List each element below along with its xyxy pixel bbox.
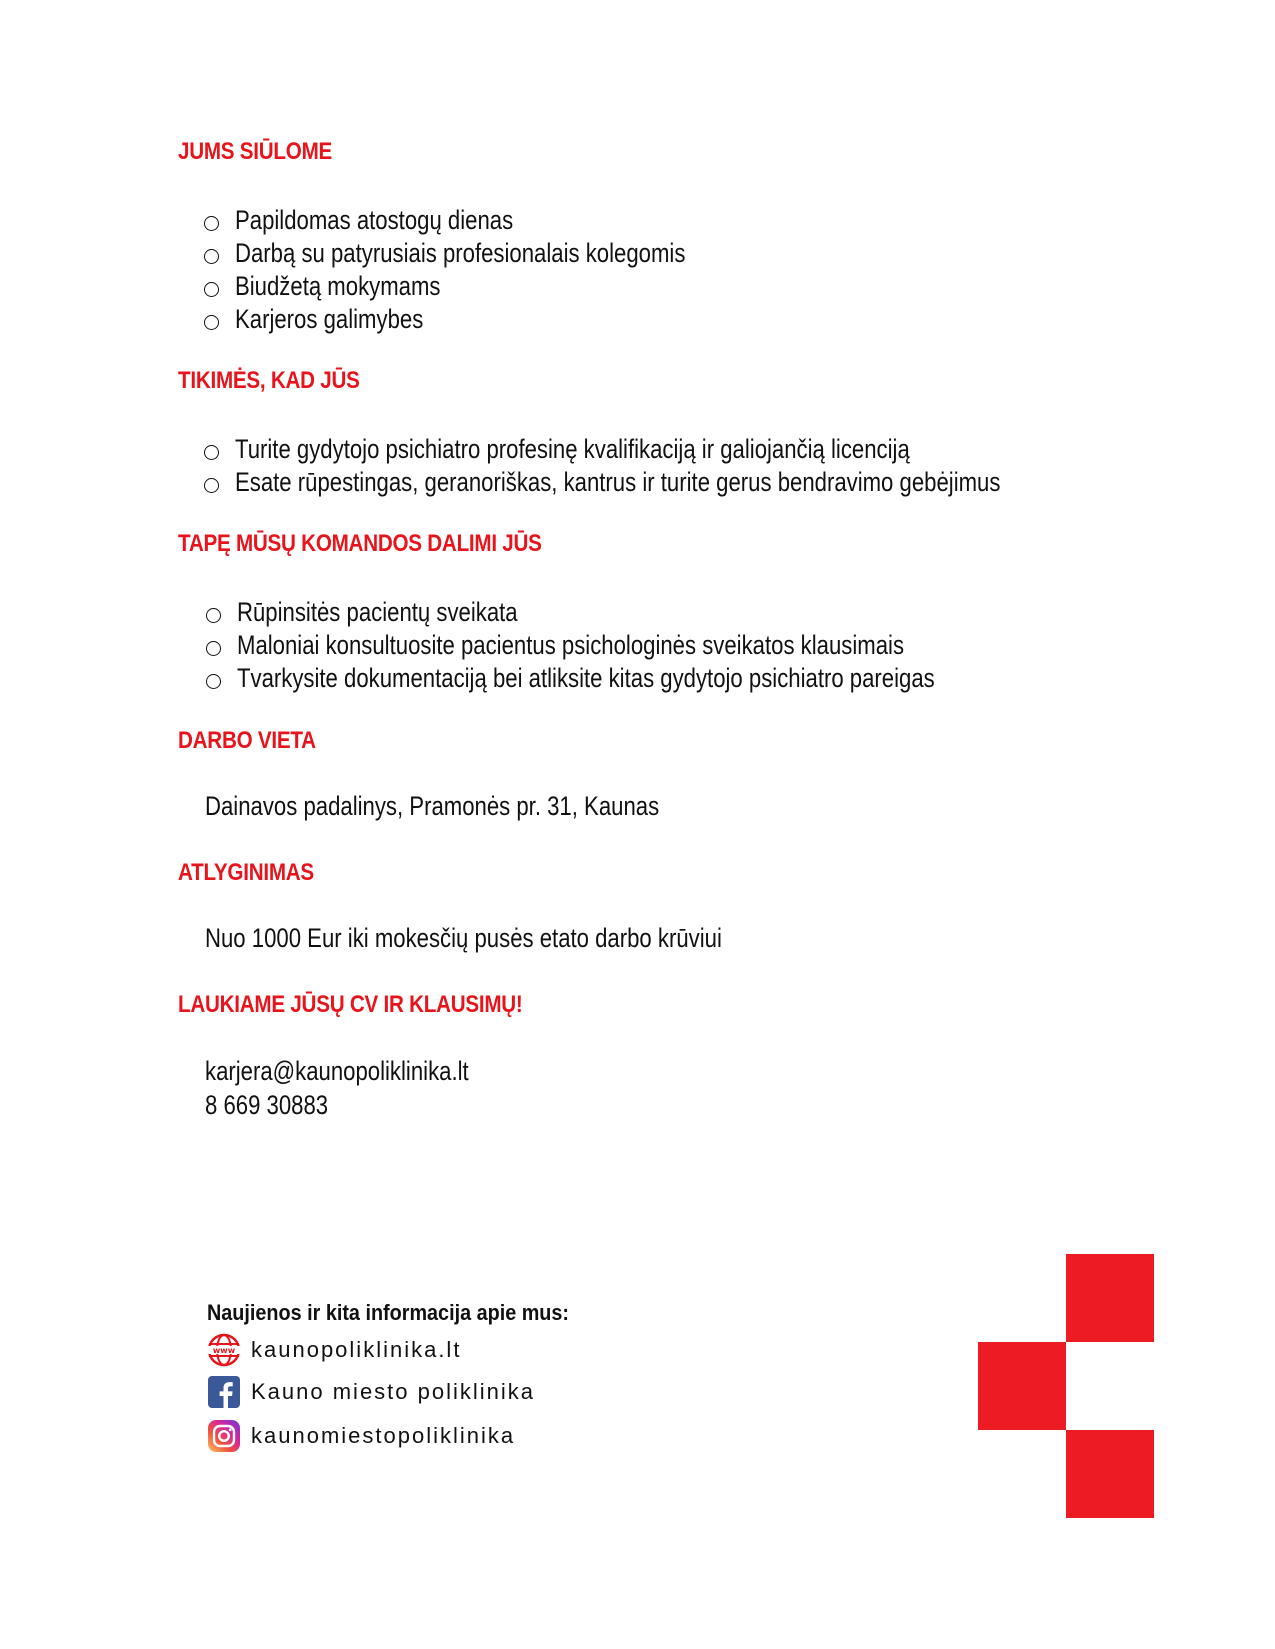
expect-heading: TIKIMĖS, KAD JŪS	[178, 367, 360, 394]
svg-text:www: www	[212, 1346, 236, 1355]
duties-heading: TAPĘ MŪSŲ KOMANDOS DALIMI JŪS	[178, 530, 542, 557]
www-globe-icon	[207, 1333, 241, 1367]
circle-bullet-icon	[204, 216, 219, 231]
list-item: Darbą su patyrusiais profesionalais kolegomis	[204, 237, 784, 270]
salary-heading: ATLYGINIMAS	[178, 859, 314, 886]
facebook-icon	[207, 1375, 241, 1409]
circle-bullet-icon	[204, 282, 219, 297]
brand-block-middle	[978, 1342, 1066, 1430]
offer-heading: JUMS SIŪLOME	[178, 138, 333, 165]
list-item: Turite gydytojo psichiatro profesinę kvalifikaciją ir galiojančią licenciją	[204, 433, 1168, 466]
contact-heading: LAUKIAME JŪSŲ CV IR KLAUSIMŲ!	[178, 991, 523, 1018]
footer-title: Naujienos ir kita informacija apie mus:	[207, 1300, 570, 1325]
instagram-icon	[207, 1419, 241, 1453]
instagram-link[interactable]	[207, 1419, 515, 1453]
circle-bullet-icon	[206, 608, 221, 623]
circle-bullet-icon	[206, 641, 221, 656]
list-item: Biudžetą mokymams	[204, 270, 784, 303]
circle-bullet-icon	[206, 674, 221, 689]
website-link[interactable]	[207, 1333, 461, 1367]
contact-phone[interactable]: 8 669 30883	[205, 1090, 329, 1120]
list-item: Papildomas atostogų dienas	[204, 204, 784, 237]
offer-list	[204, 204, 784, 336]
list-item: Karjeros galimybes	[204, 303, 784, 336]
facebook-text: Kauno miesto poliklinika	[251, 1379, 536, 1404]
instagram-text: kaunomiestopoliklinika	[251, 1423, 516, 1448]
salary-text: Nuo 1000 Eur iki mokesčių pusės etato darbo krūviui	[205, 923, 722, 953]
brand-block-bottom	[1066, 1430, 1154, 1518]
circle-bullet-icon	[204, 315, 219, 330]
website-text: kaunopoliklinika.lt	[251, 1337, 462, 1362]
list-item: Rūpinsitės pacientų sveikata	[206, 596, 1088, 629]
facebook-link[interactable]	[207, 1375, 535, 1409]
brand-block-top	[1066, 1254, 1154, 1342]
circle-bullet-icon	[204, 249, 219, 264]
list-item: Maloniai konsultuosite pacientus psichologinės sveikatos klausimais	[206, 629, 1088, 662]
circle-bullet-icon	[204, 445, 219, 460]
contact-email[interactable]: karjera@kaunopoliklinika.lt	[205, 1056, 469, 1086]
workplace-heading: DARBO VIETA	[178, 727, 316, 754]
expect-list	[204, 433, 1168, 499]
list-item: Tvarkysite dokumentaciją bei atliksite kitas gydytojo psichiatro pareigas	[206, 662, 1088, 695]
circle-bullet-icon	[204, 478, 219, 493]
duties-list	[206, 596, 1088, 695]
list-item: Esate rūpestingas, geranoriškas, kantrus ir turite gerus bendravimo gebėjimus	[204, 466, 1168, 499]
workplace-address: Dainavos padalinys, Pramonės pr. 31, Kaunas	[205, 791, 660, 821]
